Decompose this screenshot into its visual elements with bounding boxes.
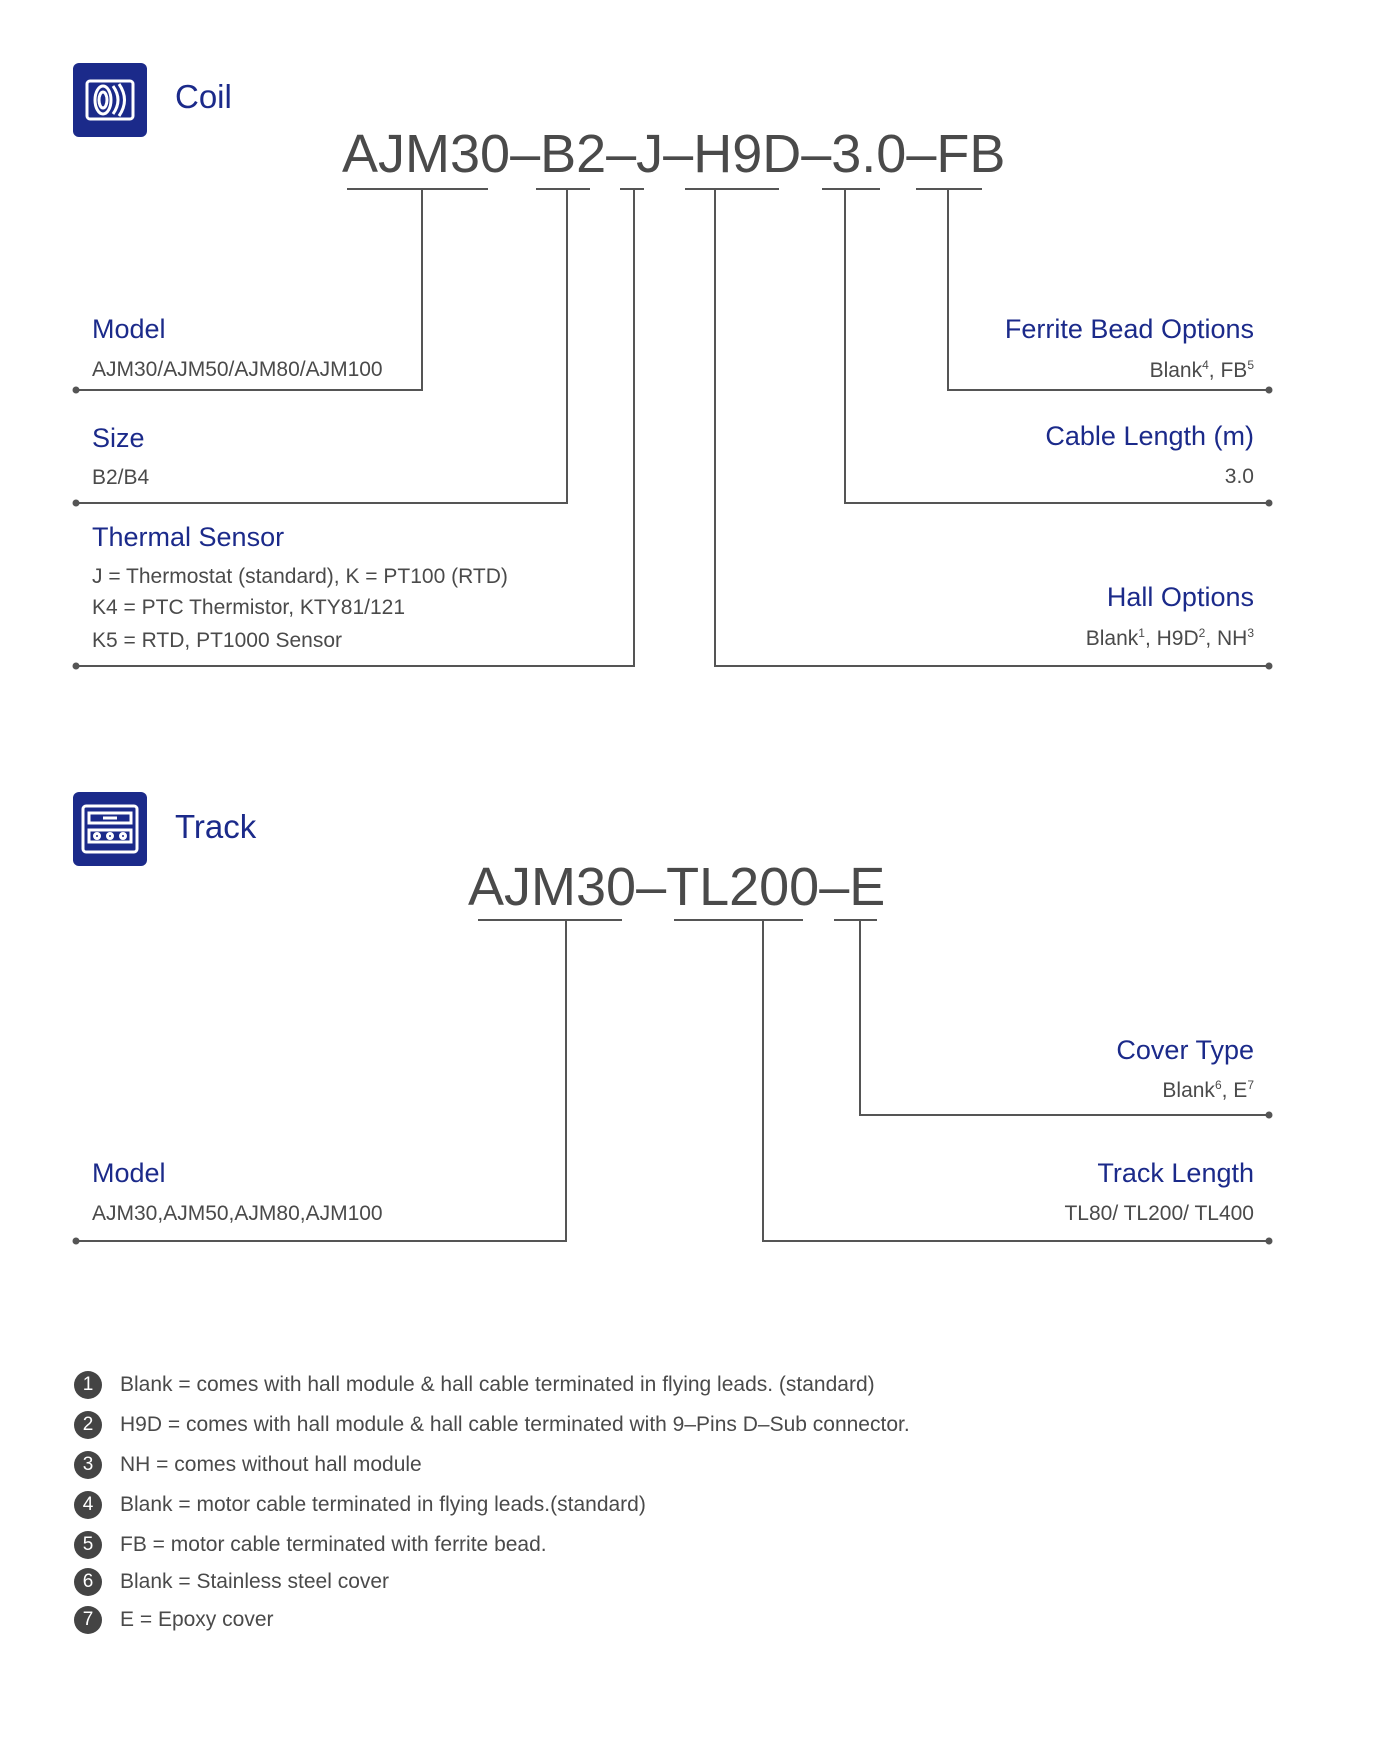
track-section-title: Track (175, 808, 257, 845)
footnote-4 (74, 1490, 646, 1520)
footnote-6 (74, 1567, 389, 1597)
footnote-3 (74, 1450, 422, 1480)
footnote-number: 6 (74, 1568, 102, 1596)
track-model-value: AJM30,AJM50,AJM80,AJM100 (92, 1202, 383, 1225)
coil-hall-label: Hall Options (1106, 582, 1254, 612)
footnote-text: Blank = motor cable terminated in flying leads.(standard) (120, 1493, 646, 1516)
footnote-1 (74, 1370, 875, 1400)
track-cover-value: Blank$^6$, $E^7$ (1162, 1078, 1254, 1102)
coil-ferrite-value: Blank$^4$, $FB^5$ (1149, 358, 1254, 382)
footnote-text: H9D = comes with hall module & hall cable terminated with 9–Pins D–Sub connector. (120, 1413, 910, 1436)
coil-thermal-line-2: K4 = PTC Thermistor, KTY81/121 (92, 596, 406, 619)
coil-ferrite-label: Ferrite Bead Options (1004, 314, 1254, 344)
track-length-value: TL80/ TL200/ TL400 (1064, 1202, 1254, 1225)
coil-thermal-line-3: K5 = RTD, PT1000 Sensor (92, 629, 342, 652)
coil-section-title: Coil (175, 78, 232, 115)
footnote-text: Blank = comes with hall module & hall cable terminated in flying leads. (standard) (120, 1373, 875, 1396)
footnote-text: NH = comes without hall module (120, 1453, 422, 1476)
track-part-number: AJM30–TL200–E (468, 857, 886, 917)
track-model-label: Model (92, 1158, 166, 1188)
footnote-number: 7 (74, 1606, 102, 1634)
coil-model-label: Model (92, 314, 166, 344)
footnote-number: 4 (74, 1491, 102, 1519)
coil-thermal-line-1: J = Thermostat (standard), K = PT100 (RTD) (92, 565, 508, 588)
footnote-2 (74, 1410, 910, 1440)
footnote-text: Blank = Stainless steel cover (120, 1570, 390, 1593)
coil-hall-value: Blank$^1$, $H9D^2$, $NH^3$ (1085, 626, 1254, 650)
coil-cable-label: Cable Length (m) (1045, 421, 1254, 451)
footnote-7 (74, 1605, 274, 1635)
track-icon (73, 792, 147, 866)
coil-model-value: AJM30/AJM50/AJM80/AJM100 (92, 358, 383, 381)
footnote-number: 1 (74, 1371, 102, 1399)
track-length-label: Track Length (1097, 1158, 1254, 1188)
footnote-text: E = Epoxy cover (120, 1608, 274, 1631)
footnote-text: FB = motor cable terminated with ferrite bead. (120, 1533, 547, 1556)
footnote-number: 5 (74, 1531, 102, 1559)
footnote-number: 3 (74, 1451, 102, 1479)
coil-icon (73, 63, 147, 137)
footnote-5 (74, 1530, 547, 1560)
coil-thermal-label: Thermal Sensor (92, 522, 285, 552)
track-cover-label: Cover Type (1116, 1035, 1254, 1065)
coil-size-value: B2/B4 (92, 466, 150, 489)
coil-cable-value: 3.0 (1224, 465, 1254, 488)
coil-size-label: Size (92, 423, 145, 453)
footnote-number: 2 (74, 1411, 102, 1439)
coil-part-number: AJM30–B2–J–H9D–3.0–FB (342, 124, 1006, 184)
